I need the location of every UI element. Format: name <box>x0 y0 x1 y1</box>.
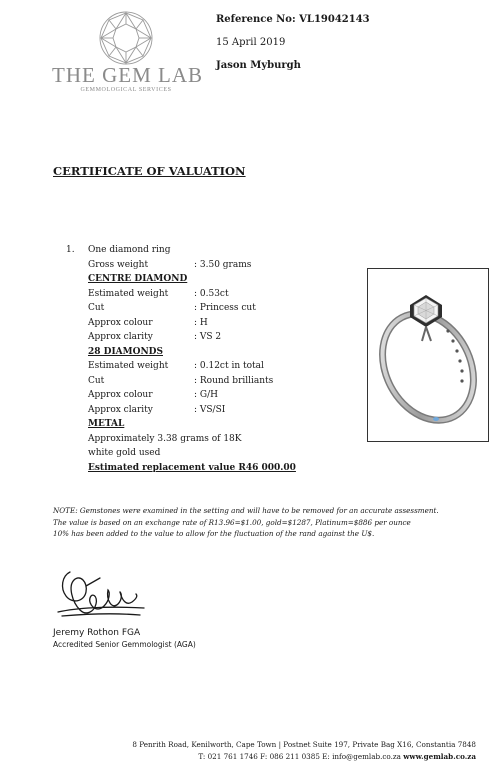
page-footer <box>132 739 476 763</box>
centre-diamond-heading: CENTRE DIAMOND <box>88 274 188 284</box>
replacement-value: Estimated replacement value R46 000.00 <box>88 462 296 473</box>
signature <box>56 566 146 628</box>
gross-weight-label: Gross weight <box>88 259 149 270</box>
detail-label: Approx colour <box>88 317 153 328</box>
note-line: The value is based on an exchange rate of R13.96=$1.00, gold=$1287, Platinum=$886 per ounce <box>53 517 411 527</box>
note-line: NOTE: Gemstones were examined in the setting and will have to be removed for an accurate assessment. <box>53 506 439 515</box>
valuation-note <box>53 505 439 540</box>
item-number: 1. <box>66 245 75 255</box>
handwritten-signature <box>56 566 146 624</box>
detail-row <box>66 330 296 345</box>
detail-row <box>66 359 296 374</box>
reference-label: Reference No: <box>216 14 300 25</box>
metal-line-2: white gold used <box>88 448 161 458</box>
detail-value: : VS 2 <box>194 332 222 342</box>
detail-label: Approx colour <box>88 390 153 400</box>
gross-weight-value: : 3.50 grams <box>194 259 252 270</box>
detail-row <box>66 388 296 403</box>
signatory-name: Jeremy Rothon FGA <box>53 628 141 638</box>
reference-number <box>216 13 370 26</box>
diamond-ring-image <box>368 269 488 441</box>
company-logo <box>52 10 203 94</box>
reference-block <box>216 13 370 82</box>
detail-label: Cut <box>88 375 105 386</box>
gross-weight-row <box>66 258 296 273</box>
metal-line-1: Approximately 3.38 grams of 18K <box>88 433 242 444</box>
detail-row <box>66 374 296 389</box>
footer-address: 8 Penrith Road, Kenilworth, Cape Town | Postnet Suite 197, Private Bag X16, Constantia 7848 <box>132 740 476 749</box>
footer-contact: T: 021 761 1746 F: 086 211 0385 E: info@gemlab.co.za <box>198 752 404 761</box>
logo-name: THE GEM LAB <box>52 63 203 87</box>
detail-value: : Princess cut <box>194 303 256 313</box>
detail-label: Estimated weight <box>88 288 169 299</box>
detail-label: Cut <box>88 303 105 313</box>
detail-row <box>66 301 296 316</box>
side-diamonds-heading: 28 DIAMONDS <box>88 346 163 357</box>
detail-value: : Round brilliants <box>194 375 274 386</box>
detail-value: : 0.12ct in total <box>194 361 264 371</box>
detail-row <box>66 316 296 331</box>
item-description: One diamond ring <box>88 245 171 255</box>
ring-photo <box>367 268 489 442</box>
detail-value: : 0.53ct <box>194 288 229 299</box>
page-title: CERTIFICATE OF VALUATION <box>53 164 246 178</box>
certificate-date: 15 April 2019 <box>216 37 286 48</box>
item-description-row <box>66 243 296 258</box>
diamond-outline-icon <box>95 10 157 66</box>
item-details <box>66 243 296 475</box>
logo-subtitle: GEMMOLOGICAL SERVICES <box>80 87 172 93</box>
metal-heading: METAL <box>88 419 125 429</box>
footer-website[interactable]: www.gemlab.co.za <box>403 752 476 761</box>
detail-value: : VS/SI <box>194 404 226 415</box>
detail-value: : G/H <box>194 390 218 400</box>
detail-label: Estimated weight <box>88 361 169 371</box>
detail-label: Approx clarity <box>88 332 153 342</box>
detail-value: : H <box>194 317 208 328</box>
detail-label: Approx clarity <box>88 404 153 415</box>
client-name: Jason Myburgh <box>216 60 301 71</box>
reference-value: VL19042143 <box>299 14 370 25</box>
signatory-title: Accredited Senior Gemmologist (AGA) <box>53 640 196 649</box>
detail-row <box>66 287 296 302</box>
footer-contact-line <box>132 751 476 763</box>
detail-row <box>66 403 296 418</box>
note-line: 10% has been added to the value to allow for the fluctuation of the rand against the U$. <box>53 529 375 538</box>
